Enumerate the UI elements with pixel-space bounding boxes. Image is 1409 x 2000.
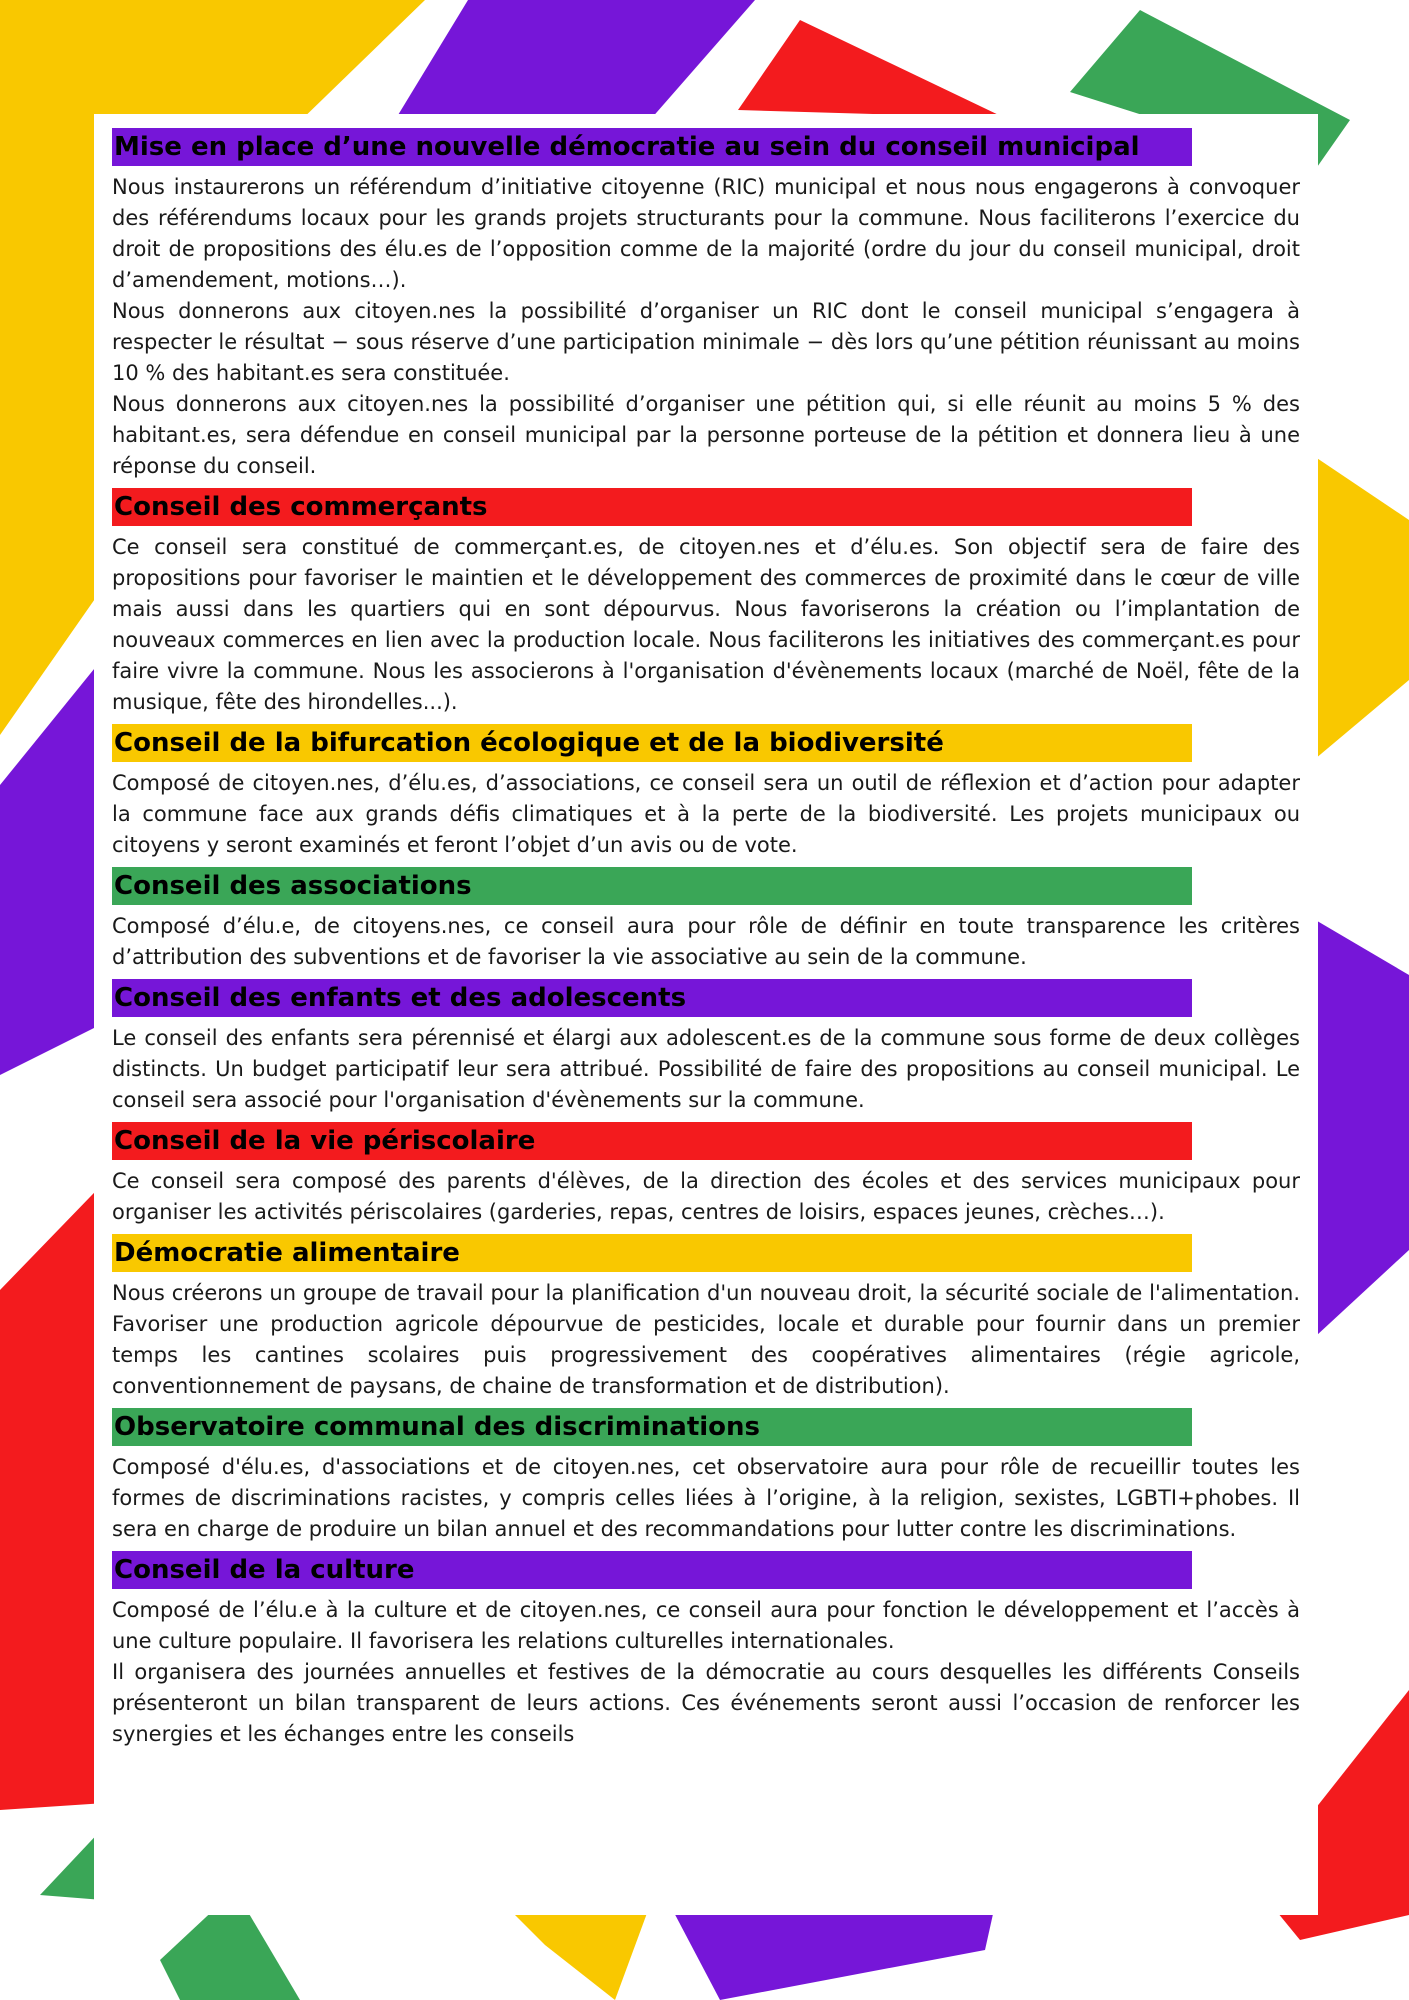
section-body (112, 1023, 1300, 1116)
section-heading: Conseil de la bifurcation écologique et de la biodiversité (112, 724, 1192, 762)
decor-shape (505, 1905, 650, 2000)
section-paragraph: Ce conseil sera constitué de commerçant.es, de citoyen.nes et d’élu.es. Son objectif sera de faire des propositions pour favoriser le maintien et le développement des commerces de proximité dans le cœur de ville mais aussi dans les quartiers qui en sont dépourvus. Nous favoriserons la création ou l’implantation de nouveaux commerces en lien avec la production locale. Nous faciliterons les initiatives des commerçant.es pour faire vivre la commune. Nous les associerons à l'organisation d'évènements locaux (marché de Noël, fête de la musique, fête des hirondelles...). (112, 535, 1300, 714)
section-paragraph: Composé de l’élu.e à la culture et de citoyen.nes, ce conseil aura pour fonction le développement et l’accès à une culture populaire. Il favorisera les relations culturelles internationales. (112, 1598, 1300, 1653)
section-paragraph: Nous donnerons aux citoyen.nes la possibilité d’organiser un RIC dont le conseil municipal s’engagera à respecter le résultat − sous réserve d’une participation minimale − dès lors qu’une pétition réunissant au moins 10 % des habitant.es sera constituée. (112, 299, 1300, 385)
section-body (112, 1278, 1300, 1402)
section-heading: Mise en place d’une nouvelle démocratie au sein du conseil municipal (112, 128, 1192, 166)
section-heading: Démocratie alimentaire (112, 1234, 1192, 1272)
section (112, 724, 1300, 861)
decor-shape (738, 20, 1005, 118)
section-body (112, 1595, 1300, 1750)
section-heading: Conseil des commerçants (112, 488, 1192, 526)
section-heading: Observatoire communal des discriminations (112, 1408, 1192, 1446)
section-paragraph: Le conseil des enfants sera pérennisé et élargi aux adolescent.es de la commune sous forme de deux collèges distincts. Un budget participatif leur sera attribué. Possibilité de faire des propositions au conseil municipal. Le conseil sera associé pour l'organisation d'évènements sur la commune. (112, 1026, 1300, 1112)
section-body (112, 1452, 1300, 1545)
section-body (112, 768, 1300, 861)
content-panel (94, 114, 1318, 1915)
section (112, 1234, 1300, 1402)
section-body (112, 172, 1300, 482)
section-body (112, 911, 1300, 973)
section-paragraph: Composé de citoyen.nes, d’élu.es, d’associations, ce conseil sera un outil de réflexion et d’action pour adapter la commune face aux grands défis climatiques et à la perte de la biodiversité. Les projets municipaux ou citoyens y seront examinés et feront l’objet d’un avis ou de vote. (112, 771, 1300, 857)
section-paragraph: Nous instaurerons un référendum d’initiative citoyenne (RIC) municipal et nous nous engagerons à convoquer des référendums locaux pour les grands projets structurants pour la commune. Nous faciliterons l’exercice du droit de propositions des élu.es de l’opposition comme de la majorité (ordre du jour du conseil municipal, droit d’amendement, motions…). (112, 175, 1300, 292)
section-paragraph: Nous créerons un groupe de travail pour la planification d'un nouveau droit, la sécurité sociale de l'alimentation. Favoriser une production agricole dépourvue de pesticides, locale et durable pour fournir dans un premier temps les cantines scolaires puis progressivement des coopératives alimentaires (régie agricole, conventionnement de paysans, de chaine de transformation et de distribution). (112, 1281, 1300, 1398)
section (112, 979, 1300, 1116)
section-heading: Conseil des associations (112, 867, 1192, 905)
section (112, 1408, 1300, 1545)
section-heading: Conseil des enfants et des adolescents (112, 979, 1192, 1017)
section-paragraph: Ce conseil sera composé des parents d'élèves, de la direction des écoles et des services municipaux pour organiser les activités périscolaires (garderies, repas, centres de loisirs, espaces jeunes, crèches…). (112, 1169, 1300, 1224)
section-paragraph: Nous donnerons aux citoyen.nes la possibilité d’organiser une pétition qui, si elle réunit au moins 5 % des habitant.es, sera défendue en conseil municipal par la personne porteuse de la pétition et donnera lieu à une réponse du conseil. (112, 392, 1300, 478)
section (112, 128, 1300, 482)
section (112, 1122, 1300, 1228)
section-heading: Conseil de la culture (112, 1551, 1192, 1589)
section-paragraph: Composé d'élu.es, d'associations et de citoyen.nes, cet observatoire aura pour rôle de recueillir toutes les formes de discriminations racistes, y compris celles liées à l’origine, à la religion, sexistes, LGBTI+phobes. Il sera en charge de produire un bilan annuel et des recommandations pour lutter contre les discriminations. (112, 1455, 1300, 1541)
decor-shape (395, 0, 755, 120)
section (112, 867, 1300, 973)
section (112, 1551, 1300, 1750)
section-paragraph: Il organisera des journées annuelles et festives de la démocratie au cours desquelles les différents Conseils présenteront un bilan transparent de leurs actions. Ces événements seront aussi l’occasion de renforcer les synergies et les échanges entre les conseils (112, 1660, 1300, 1746)
decor-shape (670, 1905, 995, 2000)
section-body (112, 532, 1300, 718)
section-heading: Conseil de la vie périscolaire (112, 1122, 1192, 1160)
section (112, 488, 1300, 718)
section-paragraph: Composé d’élu.e, de citoyens.nes, ce conseil aura pour rôle de définir en toute transparence les critères d’attribution des subventions et de favoriser la vie associative au sein de la commune. (112, 914, 1300, 969)
section-body (112, 1166, 1300, 1228)
